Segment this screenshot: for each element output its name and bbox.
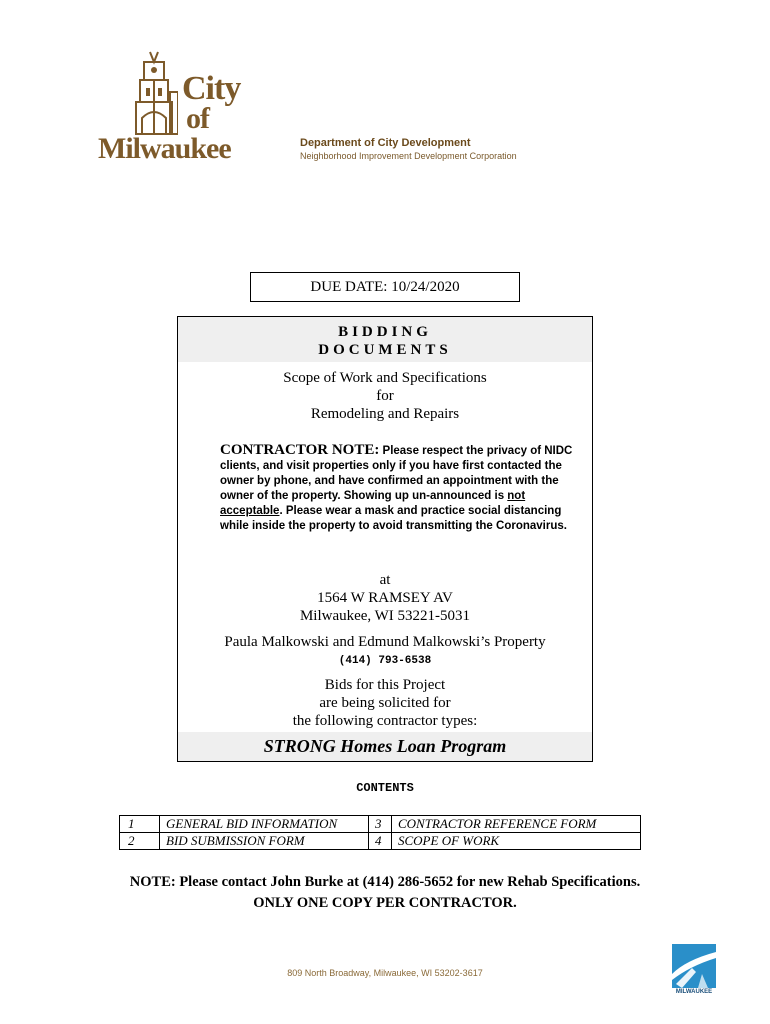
table-row: [120, 816, 641, 833]
milwaukee-logo-text: MILWAUKEE: [675, 989, 713, 995]
logo-city-text: City: [182, 70, 241, 107]
milwaukee-wave-icon: [672, 944, 716, 988]
department-header: [300, 137, 517, 163]
contents-table: [119, 815, 641, 850]
rehab-note-line: NOTE: Please contact John Burke at (414) 286-5652 for new Rehab Specifications.: [129, 874, 641, 890]
scope-line: Scope of Work and Specifications: [283, 370, 487, 386]
contractor-note-text: Please respect the privacy of NIDC clients, and visit properties only if you have first contacted the owner by phone, and have confirmed an appointment with the owner of the property. Showing up un-announced is: [220, 445, 573, 502]
solicit-line: Bids for this Project: [324, 677, 446, 693]
contractor-note: [220, 443, 578, 534]
copy-note-line: ONLY ONE COPY PER CONTRACTOR.: [253, 895, 517, 911]
bidding-documents-box: [177, 316, 593, 762]
rehab-note: [0, 872, 770, 914]
due-date-box: DUE DATE: 10/24/2020: [250, 272, 520, 302]
bidding-title: BIDDING: [338, 324, 432, 340]
address-line: at: [379, 572, 391, 588]
corporation-name: Neighborhood Improvement Development Corporation: [300, 151, 517, 161]
address-line: Milwaukee, WI 53221-5031: [299, 608, 471, 624]
contents-item: SCOPE OF WORK: [392, 833, 641, 850]
owner-phone: (414) 793-6538: [338, 655, 432, 667]
contents-number: 1: [120, 816, 160, 833]
contents-item: BID SUBMISSION FORM: [160, 833, 369, 850]
contents-item: CONTRACTOR REFERENCE FORM: [392, 816, 641, 833]
contents-number: 4: [369, 833, 392, 850]
city-of-milwaukee-logo: [98, 48, 248, 174]
logo-of-text: of: [186, 102, 209, 135]
contents-item: GENERAL BID INFORMATION: [160, 816, 369, 833]
department-name: Department of City Development: [300, 137, 471, 149]
property-address: [178, 571, 592, 625]
documents-title: DOCUMENTS: [318, 342, 452, 358]
contents-number: 3: [369, 816, 392, 833]
contractor-note-text-end: . Please wear a mask and practice social distancing while inside the property to avoid transmitting the Coronavirus.: [220, 505, 567, 532]
contents-title: CONTENTS: [356, 781, 414, 795]
solicitation-text: [178, 676, 592, 730]
contractor-note-lead: CONTRACTOR NOTE:: [220, 442, 380, 458]
address-line: 1564 W RAMSEY AV: [317, 590, 453, 606]
logo-milwaukee-text: Milwaukee: [98, 132, 231, 165]
table-row: [120, 833, 641, 850]
solicit-line: are being solicited for: [319, 695, 451, 711]
scope-section: [178, 369, 592, 423]
property-owner: Paula Malkowski and Edmund Malkowski’s Property: [224, 634, 546, 650]
solicit-line: the following contractor types:: [292, 713, 478, 729]
contractor-note-emphasis: not acceptable: [220, 490, 526, 517]
program-name: STRONG Homes Loan Program: [178, 732, 592, 761]
scope-line: for: [376, 388, 394, 404]
bidding-documents-header: [178, 317, 592, 362]
city-hall-tower-icon: [98, 48, 178, 140]
scope-line: Remodeling and Repairs: [310, 406, 460, 422]
footer-address: 809 North Broadway, Milwaukee, WI 53202-3617: [287, 968, 483, 978]
contents-number: 2: [120, 833, 160, 850]
milwaukee-brand-logo: [672, 944, 716, 996]
